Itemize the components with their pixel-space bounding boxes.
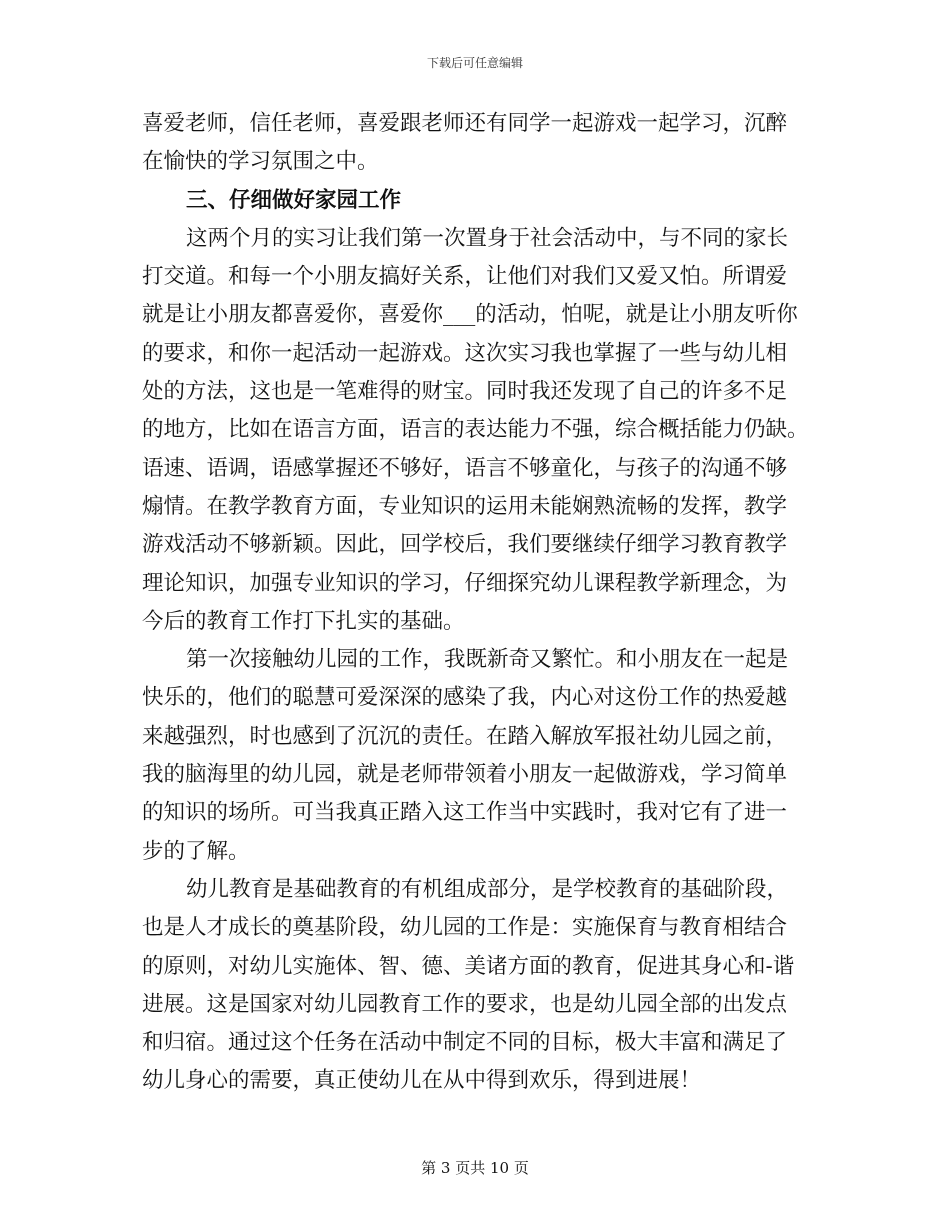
text-line: 的原则，对幼儿实施体、智、德、美诸方面的教育，促进其身心和-谐 bbox=[142, 953, 795, 979]
text-line: 喜爱老师，信任老师，喜爱跟老师还有同学一起游戏一起学习，沉醉 bbox=[142, 111, 788, 136]
text-line: 在愉快的学习氛围之中。 bbox=[142, 149, 379, 175]
document-body bbox=[142, 105, 810, 1101]
text-line: 煽情。在教学教育方面，专业知识的运用未能娴熟流畅的发挥，教学 bbox=[142, 493, 788, 519]
text-line: 就是让小朋友都喜爱你，喜爱你___的活动，怕呢，就是让小朋友听你 bbox=[142, 302, 798, 328]
text-line: 的要求，和你一起活动一起游戏。这次实习我也掌握了一些与幼儿相 bbox=[142, 340, 788, 366]
text-line: 游戏活动不够新颖。因此，回学校后，我们要继续仔细学习教育教学 bbox=[142, 532, 788, 558]
text-line: 我的脑海里的幼儿园，就是老师带领着小朋友一起做游戏，学习简单 bbox=[142, 762, 788, 788]
text-line: 幼儿身心的需要，真正使幼儿在从中得到欢乐，得到进展！ bbox=[142, 1068, 702, 1094]
text-line: 来越强烈，时也感到了沉沉的责任。在踏入解放军报社幼儿园之前， bbox=[142, 723, 788, 749]
text-line: 这两个月的实习让我们第一次置身于社会活动中，与不同的家长 bbox=[186, 225, 789, 251]
text-line: 理论知识，加强专业知识的学习，仔细探究幼儿课程教学新理念，为 bbox=[142, 570, 788, 596]
text-line: 处的方法，这也是一笔难得的财宝。同时我还发现了自己的许多不足 bbox=[142, 379, 788, 405]
text-line: 打交道。和每一个小朋友搞好关系，让他们对我们又爱又怕。所谓爱 bbox=[142, 264, 788, 290]
text-line: 幼儿教育是基础教育的有机组成部分，是学校教育的基础阶段， bbox=[186, 876, 789, 902]
text-line: 进展。这是国家对幼儿园教育工作的要求，也是幼儿园全部的出发点 bbox=[142, 991, 788, 1017]
text-line: 语速、语调，语感掌握还不够好，语言不够童化，与孩子的沟通不够 bbox=[142, 455, 788, 481]
text-line: 步的了解。 bbox=[142, 838, 250, 864]
text-line: 快乐的，他们的聪慧可爱深深的感染了我，内心对这份工作的热爱越 bbox=[142, 685, 788, 711]
page-footer: 第 3 页共 10 页 bbox=[421, 1159, 529, 1177]
text-line: 的地方，比如在语言方面，语言的表达能力不强，综合概括能力仍缺。 bbox=[142, 417, 809, 443]
text-line: 今后的教育工作打下扎实的基础。 bbox=[142, 608, 465, 634]
text-line: 也是人才成长的奠基阶段，幼儿园的工作是：实施保育与教育相结合 bbox=[142, 915, 788, 941]
section-heading: 三、仔细做好家园工作 bbox=[186, 187, 402, 213]
text-line: 和归宿。通过这个任务在活动中制定不同的目标，极大丰富和满足了 bbox=[142, 1030, 788, 1056]
text-line: 第一次接触幼儿园的工作，我既新奇又繁忙。和小朋友在一起是 bbox=[186, 647, 789, 673]
text-line: 的知识的场所。可当我真正踏入这工作当中实践时，我对它有了进一 bbox=[142, 800, 788, 826]
page-header: 下载后可任意编辑 bbox=[426, 56, 523, 70]
